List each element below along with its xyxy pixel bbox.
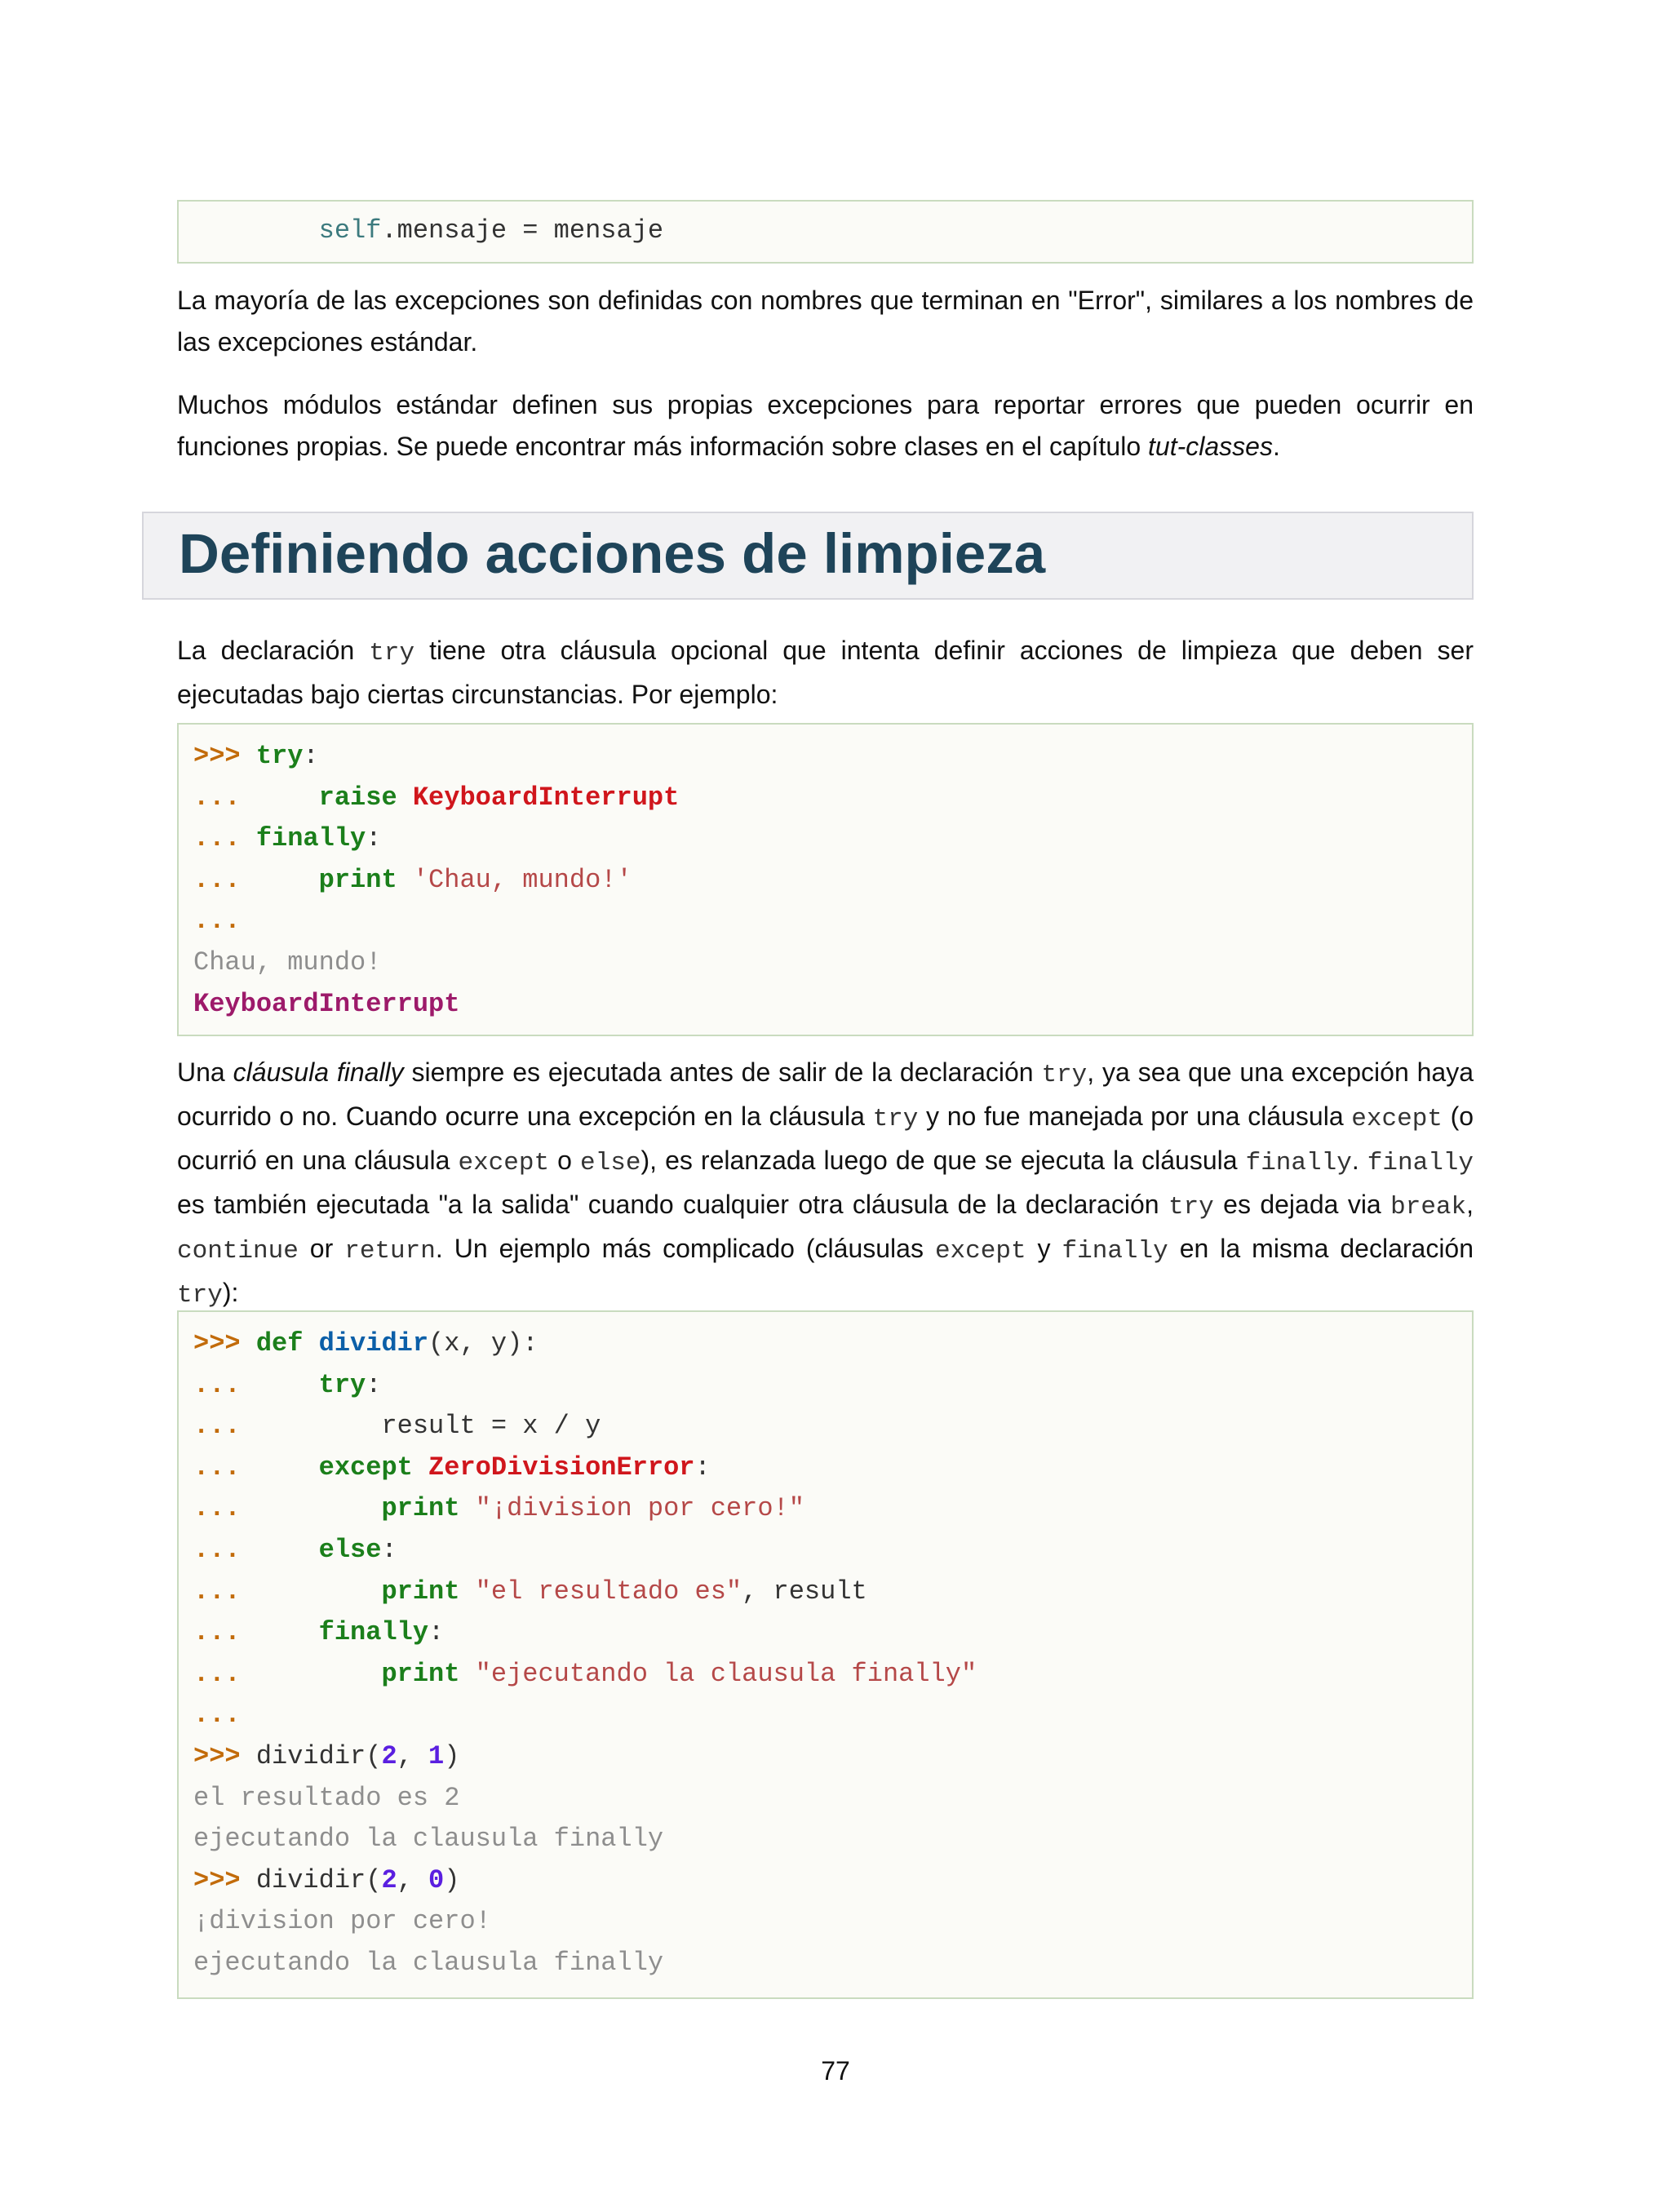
- string: "ejecutando la clausula finally": [475, 1658, 977, 1689]
- punct: ): [444, 1864, 460, 1895]
- inline-code: try: [177, 1281, 223, 1310]
- code-line: [193, 736, 1472, 778]
- paragraph-text: tiene otra cláusula opcional que intenta definir acciones de limpieza que deben ser ejecutadas bajo ciertas circunstancias. Por ejemplo:: [177, 636, 1474, 709]
- number: 0: [428, 1864, 445, 1895]
- string: 'Chau, mundo!': [412, 864, 632, 895]
- prompt: ...: [193, 1617, 241, 1648]
- paragraph-text: , ya sea que una excepción haya ocurrido o no. Cuando ocurre una excepción en la cláusula: [177, 1057, 1474, 1131]
- paragraph-text: Muchos módulos estándar definen sus propias excepciones para reportar errores que pueden ocurrir en funciones propias. Se puede encontrar más información sobre clases en el capítulo: [177, 390, 1474, 461]
- exception-name: ZeroDivisionError: [428, 1452, 695, 1483]
- code-block-finally-example: [177, 723, 1474, 1036]
- code-line: [193, 901, 1472, 942]
- inline-code: try: [1041, 1061, 1088, 1089]
- inline-code: finally: [1245, 1149, 1352, 1177]
- code-line: [193, 778, 1472, 819]
- paragraph-text: siempre es ejecutada antes de salir de la declaración: [403, 1057, 1042, 1087]
- code-line: [193, 1488, 1472, 1530]
- code-line: [193, 1447, 1472, 1489]
- inline-code: except: [1351, 1105, 1443, 1133]
- paragraph-finally-explanation: [177, 1052, 1474, 1316]
- emphasis: cláusula finally: [233, 1057, 404, 1087]
- prompt: ...: [193, 1411, 241, 1442]
- paragraph-text: en la misma declaración: [1168, 1234, 1474, 1263]
- inline-code: finally: [1367, 1149, 1474, 1177]
- code-text: result = x / y: [381, 1411, 601, 1442]
- punct: :: [303, 741, 319, 771]
- prompt: >>>: [193, 741, 241, 771]
- code-line: [193, 818, 1472, 860]
- code-line: [193, 1943, 1472, 1984]
- prompt: ...: [193, 1658, 241, 1689]
- prompt: >>>: [193, 1864, 241, 1895]
- code-block-top: [177, 200, 1474, 264]
- tut-classes-link[interactable]: tut-classes: [1148, 432, 1273, 461]
- keyword: except: [318, 1452, 413, 1483]
- prompt: ...: [193, 1452, 241, 1483]
- code-self: self: [318, 215, 382, 246]
- punct: :: [366, 823, 382, 854]
- code-line: [193, 1736, 1472, 1778]
- code-line: [193, 1406, 1472, 1447]
- prompt: ...: [193, 782, 241, 813]
- keyword: finally: [318, 1617, 429, 1648]
- inline-code: return: [344, 1237, 436, 1266]
- code-line: [193, 1530, 1472, 1571]
- prompt: ...: [193, 906, 241, 937]
- prompt: ...: [193, 1700, 241, 1731]
- params: (x, y):: [428, 1328, 539, 1359]
- prompt: ...: [193, 1493, 241, 1524]
- exception-name: KeyboardInterrupt: [412, 782, 680, 813]
- inline-code: finally: [1062, 1237, 1168, 1266]
- punct: ,: [397, 1740, 429, 1771]
- string: "¡division por cero!": [475, 1493, 804, 1524]
- string: "el resultado es": [475, 1576, 742, 1607]
- punct: ): [444, 1740, 460, 1771]
- keyword: print: [381, 1493, 460, 1524]
- punct: :: [428, 1617, 445, 1648]
- keyword: finally: [255, 823, 366, 854]
- code-line: [193, 1365, 1472, 1407]
- paragraph-text: .: [1272, 432, 1280, 461]
- inline-code: try: [1168, 1193, 1214, 1221]
- paragraph-text: (o ocurrió en una cláusula: [177, 1102, 1474, 1175]
- keyword: print: [381, 1658, 460, 1689]
- output: ¡division por cero!: [193, 1906, 491, 1937]
- paragraph-text: ), es relanzada luego de que se ejecuta la cláusula: [640, 1146, 1246, 1175]
- keyword: try: [255, 741, 304, 771]
- paragraph-try-intro: [177, 630, 1474, 716]
- punct: :: [694, 1452, 711, 1483]
- prompt: ...: [193, 1369, 241, 1400]
- inline-code: break: [1390, 1193, 1467, 1221]
- keyword: print: [318, 864, 397, 895]
- code-line: [193, 1778, 1472, 1820]
- paragraph-text: ,: [1466, 1190, 1474, 1219]
- prompt: ...: [193, 1576, 241, 1607]
- number: 1: [428, 1740, 445, 1771]
- inline-code: except: [934, 1237, 1026, 1266]
- prompt: >>>: [193, 1328, 241, 1359]
- code-line: [193, 1654, 1472, 1696]
- keyword: print: [381, 1576, 460, 1607]
- paragraph-text: . Un ejemplo más complicado (cláusulas: [435, 1234, 935, 1263]
- paragraph-text: es dejada via: [1213, 1190, 1391, 1219]
- paragraph-std-modules: [177, 384, 1474, 468]
- punct: ,: [397, 1864, 429, 1895]
- code-text: dividir(: [255, 1740, 382, 1771]
- paragraph-text: Una: [177, 1057, 233, 1087]
- code-indent: [193, 215, 319, 246]
- keyword: try: [318, 1369, 366, 1400]
- prompt: >>>: [193, 1740, 241, 1771]
- output: el resultado es 2: [193, 1782, 460, 1813]
- number: 2: [381, 1740, 397, 1771]
- inline-code: try: [872, 1105, 919, 1133]
- code-text: dividir(: [255, 1864, 382, 1895]
- page-number: 77: [821, 2056, 850, 2086]
- paragraph-text: La declaración: [177, 636, 370, 665]
- code-line: [193, 1612, 1472, 1654]
- code-line: [193, 1571, 1472, 1613]
- output: Chau, mundo!: [193, 946, 382, 977]
- function-name: dividir: [318, 1328, 429, 1359]
- paragraph-text: y no fue manejada por una cláusula: [918, 1102, 1352, 1131]
- number: 2: [381, 1864, 397, 1895]
- code-text: , result: [742, 1576, 867, 1607]
- output: ejecutando la clausula finally: [193, 1824, 664, 1855]
- code-line: [193, 1901, 1472, 1943]
- paragraph-text: o: [549, 1146, 581, 1175]
- code-line: [193, 984, 1472, 1026]
- inline-code: except: [458, 1149, 550, 1177]
- code-line: [193, 1695, 1472, 1736]
- code-line: [193, 211, 1472, 252]
- keyword: def: [255, 1328, 304, 1359]
- section-heading-bar: [142, 512, 1474, 600]
- code-block-dividir-example: [177, 1310, 1474, 1999]
- inline-code: continue: [177, 1237, 299, 1266]
- keyword: else: [318, 1534, 382, 1565]
- keyword: raise: [318, 782, 397, 813]
- punct: :: [366, 1369, 382, 1400]
- code-line: [193, 942, 1472, 984]
- traceback: KeyboardInterrupt: [193, 988, 460, 1019]
- paragraph-text: es también ejecutada "a la salida" cuando cualquier otra cláusula de la declaración: [177, 1190, 1168, 1219]
- prompt: ...: [193, 823, 241, 854]
- paragraph-text: .: [1351, 1146, 1367, 1175]
- section-title: Definiendo acciones de limpieza: [179, 522, 1046, 585]
- punct: :: [381, 1534, 397, 1565]
- paragraph-text: ):: [222, 1278, 239, 1307]
- paragraph-text: y: [1026, 1234, 1062, 1263]
- prompt: ...: [193, 864, 241, 895]
- code-line: [193, 1860, 1472, 1902]
- paragraph-error-names: La mayoría de las excepciones son definidas con nombres que terminan en "Error", similares a los nombres de las excepciones estándar.: [177, 286, 1474, 357]
- code-text: .mensaje = mensaje: [381, 215, 664, 246]
- output: ejecutando la clausula finally: [193, 1947, 664, 1978]
- prompt: ...: [193, 1534, 241, 1565]
- code-line: [193, 1323, 1472, 1365]
- inline-code: try: [369, 639, 415, 667]
- paragraph-text: or: [298, 1234, 345, 1263]
- inline-code: else: [580, 1149, 641, 1177]
- code-line: [193, 1819, 1472, 1860]
- code-line: [193, 860, 1472, 902]
